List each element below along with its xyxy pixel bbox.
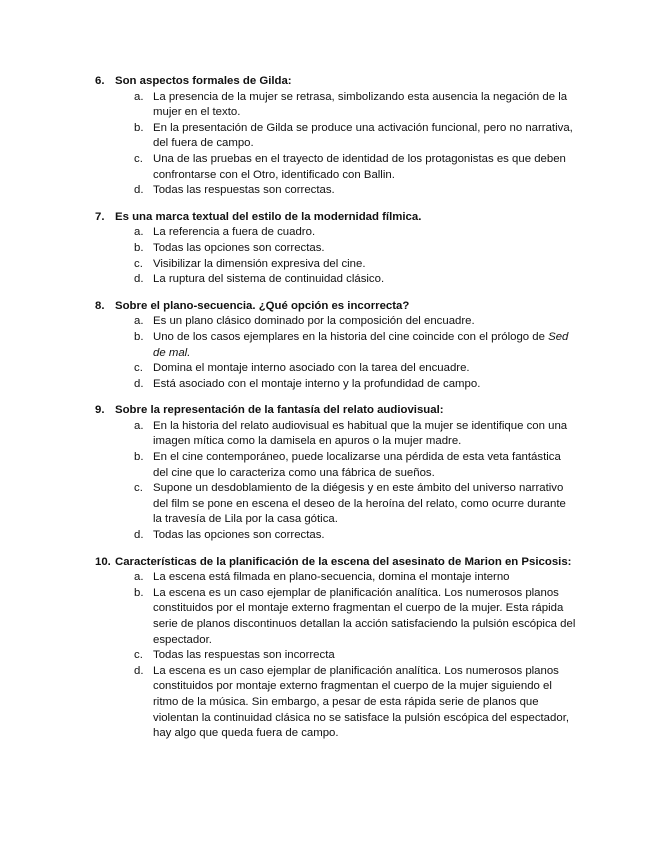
- question-8: [0, 299, 655, 393]
- option-item: [0, 314, 655, 330]
- option-item: [0, 152, 655, 183]
- option-letter: b.: [134, 586, 144, 599]
- option-list: [0, 570, 655, 742]
- option-item: [0, 241, 655, 257]
- option-letter: a.: [134, 90, 144, 103]
- option-text: Domina el montaje interno asociado con la tarea del encuadre.: [153, 362, 470, 375]
- question-9: [0, 403, 655, 543]
- option-text: Todas las opciones son correctas.: [153, 529, 325, 542]
- option-letter: b.: [134, 451, 144, 464]
- question-6: [0, 74, 655, 199]
- film-title-italic: Sed de mal.: [153, 330, 569, 359]
- question-number: 9.: [95, 404, 105, 417]
- option-item: [0, 377, 655, 393]
- option-list: [0, 225, 655, 287]
- option-letter: d.: [134, 664, 144, 677]
- option-item: [0, 570, 655, 586]
- option-list: [0, 314, 655, 392]
- option-text: Supone un desdoblamiento de la diégesis y en este ámbito del universo narrativo del film se pone en escena el deseo de la heroína del relato, como ocurre durante la travesía de Lila por la casa gótica.: [153, 482, 566, 526]
- option-text: La presencia de la mujer se retrasa, simbolizando esta ausencia la negación de la mujer en el texto.: [153, 90, 568, 119]
- option-text: La escena es un caso ejemplar de planificación analítica. Los numerosos planos constituidos por el montaje externo fragmentan el cuerpo de la mujer. Esta rápida serie de planos discontinuos detallan la acción satisfaciendo la pulsión escópica del espectador.: [153, 586, 576, 646]
- option-letter: d.: [134, 273, 144, 286]
- question-heading: [0, 74, 655, 90]
- option-item: [0, 648, 655, 664]
- option-letter: b.: [134, 121, 144, 134]
- option-text: En la historia del relato audiovisual es habitual que la mujer se identifique con una imagen mítica como la damisela en apuros o la mujer madre.: [153, 419, 568, 448]
- option-item: [0, 528, 655, 544]
- option-item: [0, 481, 655, 528]
- option-letter: a.: [134, 419, 144, 432]
- option-item: [0, 225, 655, 241]
- question-heading: [0, 210, 655, 226]
- option-text: Visibilizar la dimensión expresiva del cine.: [153, 257, 366, 270]
- option-letter: b.: [134, 241, 144, 254]
- option-letter: d.: [134, 529, 144, 542]
- option-item: [0, 450, 655, 481]
- option-letter: d.: [134, 377, 144, 390]
- option-text: La escena está filmada en plano-secuencia, domina el montaje interno: [153, 571, 510, 584]
- option-item: [0, 90, 655, 121]
- option-text: Una de las pruebas en el trayecto de identidad de los protagonistas es que deben confrontarse con el Otro, identificado con Ballin.: [153, 152, 566, 181]
- option-text: En la presentación de Gilda se produce una activación funcional, pero no narrativa, del fuera de campo.: [153, 121, 573, 150]
- option-text: En el cine contemporáneo, puede localizarse una pérdida de esta veta fantástica del cine que lo caracteriza como una fábrica de sueños.: [153, 451, 561, 479]
- option-item: [0, 183, 655, 199]
- option-letter: d.: [134, 184, 144, 197]
- question-title: Sobre la representación de la fantasía del relato audiovisual:: [115, 404, 444, 417]
- question-number: 6.: [95, 75, 105, 87]
- question-heading: [0, 403, 655, 419]
- question-number: 8.: [95, 299, 105, 312]
- option-item: [0, 586, 655, 648]
- option-letter: c.: [134, 649, 143, 662]
- option-item: [0, 257, 655, 273]
- question-7: [0, 210, 655, 288]
- question-number: 7.: [95, 210, 105, 223]
- question-10: [0, 555, 655, 742]
- option-letter: c.: [134, 152, 143, 165]
- option-letter: c.: [134, 482, 143, 495]
- question-title: Características de la planificación de la escena del asesinato de Marion en Psicosis:: [115, 555, 572, 568]
- option-text: La escena es un caso ejemplar de planificación analítica. Los numerosos planos constituidos por montaje externo fragmentan el cuerpo de la mujer siguiendo el ritmo de la música. Sin embargo, a pesar de esta rápida serie de planos que violentan la continuidad clásica no se satisface la pulsión escópica del espectador, hay algo que queda fuera de campo.: [153, 664, 570, 740]
- option-text: La referencia a fuera de cuadro.: [153, 226, 316, 239]
- option-letter: b.: [134, 330, 144, 343]
- option-text: Uno de los casos ejemplares en la historia del cine coincide con el prólogo de: [153, 330, 545, 343]
- option-text: Es un plano clásico dominado por la composición del encuadre.: [153, 315, 475, 328]
- question-title: Es una marca textual del estilo de la modernidad fílmica.: [115, 210, 422, 223]
- question-heading: [0, 555, 655, 571]
- option-item: [0, 121, 655, 152]
- question-title: Sobre el plano-secuencia. ¿Qué opción es incorrecta?: [115, 299, 410, 312]
- option-text: Todas las respuestas son incorrecta: [153, 649, 335, 662]
- option-list: [0, 419, 655, 544]
- option-letter: a.: [134, 226, 144, 239]
- option-text: La ruptura del sistema de continuidad clásico.: [153, 273, 385, 286]
- option-item: [0, 361, 655, 377]
- quiz-page: [0, 74, 655, 753]
- option-letter: a.: [134, 571, 144, 584]
- option-item: [0, 272, 655, 288]
- option-item: [0, 664, 655, 742]
- option-letter: a.: [134, 315, 144, 328]
- option-letter: c.: [134, 362, 143, 375]
- question-title: Son aspectos formales de Gilda:: [115, 75, 292, 87]
- option-text: Todas las respuestas son correctas.: [153, 184, 335, 197]
- option-item: [0, 330, 655, 361]
- question-heading: [0, 299, 655, 315]
- option-item: [0, 419, 655, 450]
- option-text: Está asociado con el montaje interno y la profundidad de campo.: [153, 377, 481, 390]
- question-number: 10.: [95, 555, 111, 568]
- option-letter: c.: [134, 257, 143, 270]
- option-list: [0, 90, 655, 199]
- option-text: Todas las opciones son correctas.: [153, 241, 325, 254]
